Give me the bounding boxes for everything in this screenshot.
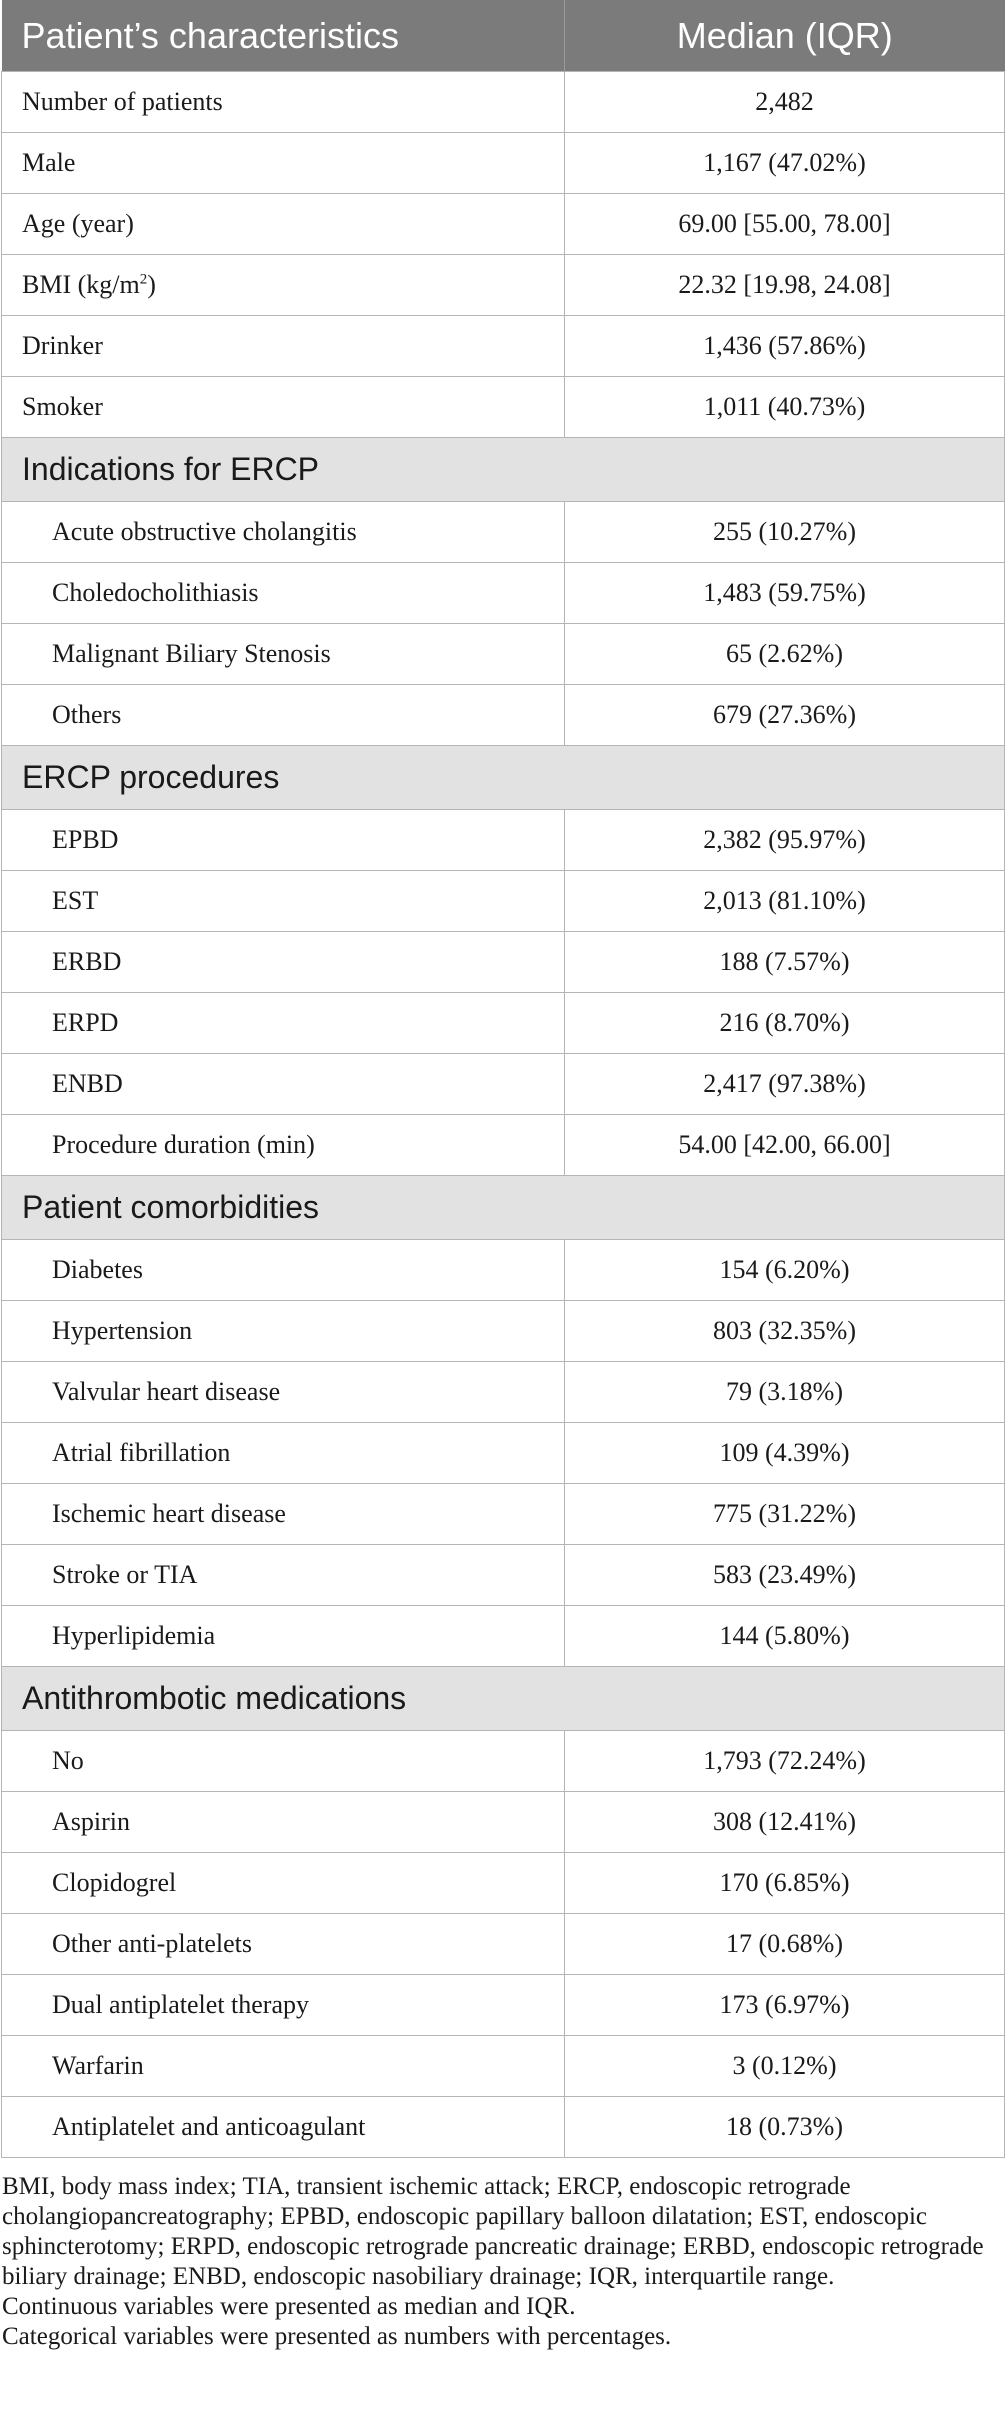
table-row — [2, 1545, 1005, 1606]
table-row — [2, 685, 1005, 746]
footnote-line: BMI, body mass index; TIA, transient ischemic attack; ERCP, endoscopic retrograde cholangiopancreatography; EPBD, endoscopic papillary balloon dilatation; EST, endoscopic sphincterotomy; ERPD, endoscopic retrograde pancreatic drainage; ERBD, endoscopic retrograde biliary drainage; ENBD, endoscopic nasobiliary drainage; IQR, interquartile range. — [2, 2173, 984, 2290]
row-value: 18 (0.73%) — [565, 2097, 1005, 2158]
row-label — [2, 1115, 565, 1176]
section-title: Indications for ERCP — [2, 438, 1005, 502]
row-label-text: EST — [52, 886, 99, 915]
row-label — [2, 1914, 565, 1975]
row-label-text: Hypertension — [52, 1316, 193, 1345]
table-row — [2, 932, 1005, 993]
row-label — [2, 1792, 565, 1853]
row-label-text: Warfarin — [52, 2051, 144, 2080]
row-label-text: EPBD — [52, 825, 119, 854]
header-characteristics: Patient’s characteristics — [2, 0, 565, 72]
row-label — [2, 563, 565, 624]
section-title: ERCP procedures — [2, 746, 1005, 810]
table-row — [2, 1240, 1005, 1301]
row-label — [2, 624, 565, 685]
table-row — [2, 377, 1005, 438]
table-row — [2, 1484, 1005, 1545]
row-value: 308 (12.41%) — [565, 1792, 1005, 1853]
row-label — [2, 685, 565, 746]
row-value: 2,013 (81.10%) — [565, 871, 1005, 932]
row-label — [2, 1853, 565, 1914]
header-median-iqr: Median (IQR) — [565, 0, 1005, 72]
table-row — [2, 1975, 1005, 2036]
row-label-text: Smoker — [22, 392, 103, 421]
row-value: 17 (0.68%) — [565, 1914, 1005, 1975]
row-label-text: Drinker — [22, 331, 103, 360]
row-label — [2, 1975, 565, 2036]
row-label-text: Male — [22, 148, 76, 177]
row-label — [2, 1301, 565, 1362]
row-label-text: Clopidogrel — [52, 1868, 177, 1897]
row-value: 144 (5.80%) — [565, 1606, 1005, 1667]
section-header-row — [2, 746, 1005, 810]
row-label-text: Valvular heart disease — [52, 1377, 281, 1406]
section-title: Patient comorbidities — [2, 1176, 1005, 1240]
row-label-text: No — [52, 1746, 84, 1775]
row-label-text: Procedure duration (min) — [52, 1130, 315, 1159]
section-title: Antithrombotic medications — [2, 1667, 1005, 1731]
row-label — [2, 871, 565, 932]
row-label-text: ENBD — [52, 1069, 123, 1098]
row-value: 583 (23.49%) — [565, 1545, 1005, 1606]
row-value: 803 (32.35%) — [565, 1301, 1005, 1362]
row-value: 65 (2.62%) — [565, 624, 1005, 685]
row-label-text: ERPD — [52, 1008, 119, 1037]
row-label-text: Malignant Biliary Stenosis — [52, 639, 331, 668]
characteristics-table — [1, 0, 1005, 2158]
table-row — [2, 1115, 1005, 1176]
row-label-text: Choledocholithiasis — [52, 578, 259, 607]
label-superscript: 2 — [139, 271, 148, 288]
row-value: 154 (6.20%) — [565, 1240, 1005, 1301]
table-row — [2, 624, 1005, 685]
footnote-line: Categorical variables were presented as numbers with percentages. — [2, 2323, 672, 2350]
row-label-text: Others — [52, 700, 122, 729]
row-value: 216 (8.70%) — [565, 993, 1005, 1054]
row-label — [2, 932, 565, 993]
table-body — [2, 72, 1005, 2158]
table-row — [2, 502, 1005, 563]
row-value: 109 (4.39%) — [565, 1423, 1005, 1484]
row-label — [2, 1606, 565, 1667]
table-row — [2, 2097, 1005, 2158]
table-row — [2, 1362, 1005, 1423]
row-label-text: Diabetes — [52, 1255, 143, 1284]
row-label-text: Age (year) — [22, 209, 134, 238]
table-row — [2, 1606, 1005, 1667]
table-row — [2, 1301, 1005, 1362]
row-label — [2, 1731, 565, 1792]
section-header-row — [2, 1176, 1005, 1240]
row-label-text: BMI (kg/m — [22, 270, 140, 299]
row-label-suffix: ) — [147, 270, 156, 299]
row-label-text: Hyperlipidemia — [52, 1621, 216, 1650]
row-label — [2, 316, 565, 377]
table-row — [2, 2036, 1005, 2097]
table-row — [2, 563, 1005, 624]
row-label-text: Atrial fibrillation — [52, 1438, 231, 1467]
row-value: 1,011 (40.73%) — [565, 377, 1005, 438]
row-label — [2, 2097, 565, 2158]
row-label-text: Antiplatelet and anticoagulant — [52, 2112, 366, 2141]
row-value: 1,483 (59.75%) — [565, 563, 1005, 624]
table-row — [2, 133, 1005, 194]
table-row — [2, 1914, 1005, 1975]
table-row — [2, 871, 1005, 932]
row-value: 69.00 [55.00, 78.00] — [565, 194, 1005, 255]
table-row — [2, 1853, 1005, 1914]
row-label-text: Dual antiplatelet therapy — [52, 1990, 310, 2019]
row-label-text: Other anti-platelets — [52, 1929, 252, 1958]
row-label-text: ERBD — [52, 947, 122, 976]
row-label — [2, 194, 565, 255]
table-header — [2, 0, 1005, 72]
header-row — [2, 0, 1005, 72]
footnote-line: Continuous variables were presented as median and IQR. — [2, 2293, 576, 2320]
row-value: 54.00 [42.00, 66.00] — [565, 1115, 1005, 1176]
row-label — [2, 133, 565, 194]
row-value: 2,382 (95.97%) — [565, 810, 1005, 871]
row-value: 79 (3.18%) — [565, 1362, 1005, 1423]
table-row — [2, 1054, 1005, 1115]
table-row — [2, 1731, 1005, 1792]
row-label — [2, 993, 565, 1054]
row-label — [2, 1054, 565, 1115]
row-label — [2, 255, 565, 316]
row-label — [2, 1423, 565, 1484]
row-label — [2, 502, 565, 563]
row-value: 1,167 (47.02%) — [565, 133, 1005, 194]
table-footnotes — [0, 2158, 1005, 2352]
row-label — [2, 1240, 565, 1301]
row-value: 2,482 — [565, 72, 1005, 133]
table-row — [2, 810, 1005, 871]
row-label-text: Stroke or TIA — [52, 1560, 198, 1589]
section-header-row — [2, 438, 1005, 502]
row-label — [2, 1545, 565, 1606]
table-row — [2, 993, 1005, 1054]
row-value: 1,793 (72.24%) — [565, 1731, 1005, 1792]
table-row — [2, 194, 1005, 255]
table-row — [2, 1423, 1005, 1484]
section-header-row — [2, 1667, 1005, 1731]
row-label-text: Aspirin — [52, 1807, 130, 1836]
row-value: 3 (0.12%) — [565, 2036, 1005, 2097]
row-label — [2, 2036, 565, 2097]
row-label — [2, 377, 565, 438]
row-label-text: Ischemic heart disease — [52, 1499, 286, 1528]
row-value: 255 (10.27%) — [565, 502, 1005, 563]
row-label — [2, 1484, 565, 1545]
table-row — [2, 316, 1005, 377]
row-label — [2, 1362, 565, 1423]
table-row — [2, 72, 1005, 133]
row-label-text: Number of patients — [22, 87, 223, 116]
table-row — [2, 1792, 1005, 1853]
row-value: 679 (27.36%) — [565, 685, 1005, 746]
row-value: 2,417 (97.38%) — [565, 1054, 1005, 1115]
row-label-text: Acute obstructive cholangitis — [52, 517, 357, 546]
row-value: 775 (31.22%) — [565, 1484, 1005, 1545]
row-value: 170 (6.85%) — [565, 1853, 1005, 1914]
row-value: 188 (7.57%) — [565, 932, 1005, 993]
row-label — [2, 72, 565, 133]
row-value: 173 (6.97%) — [565, 1975, 1005, 2036]
row-label — [2, 810, 565, 871]
table-row — [2, 255, 1005, 316]
row-value: 1,436 (57.86%) — [565, 316, 1005, 377]
row-value: 22.32 [19.98, 24.08] — [565, 255, 1005, 316]
